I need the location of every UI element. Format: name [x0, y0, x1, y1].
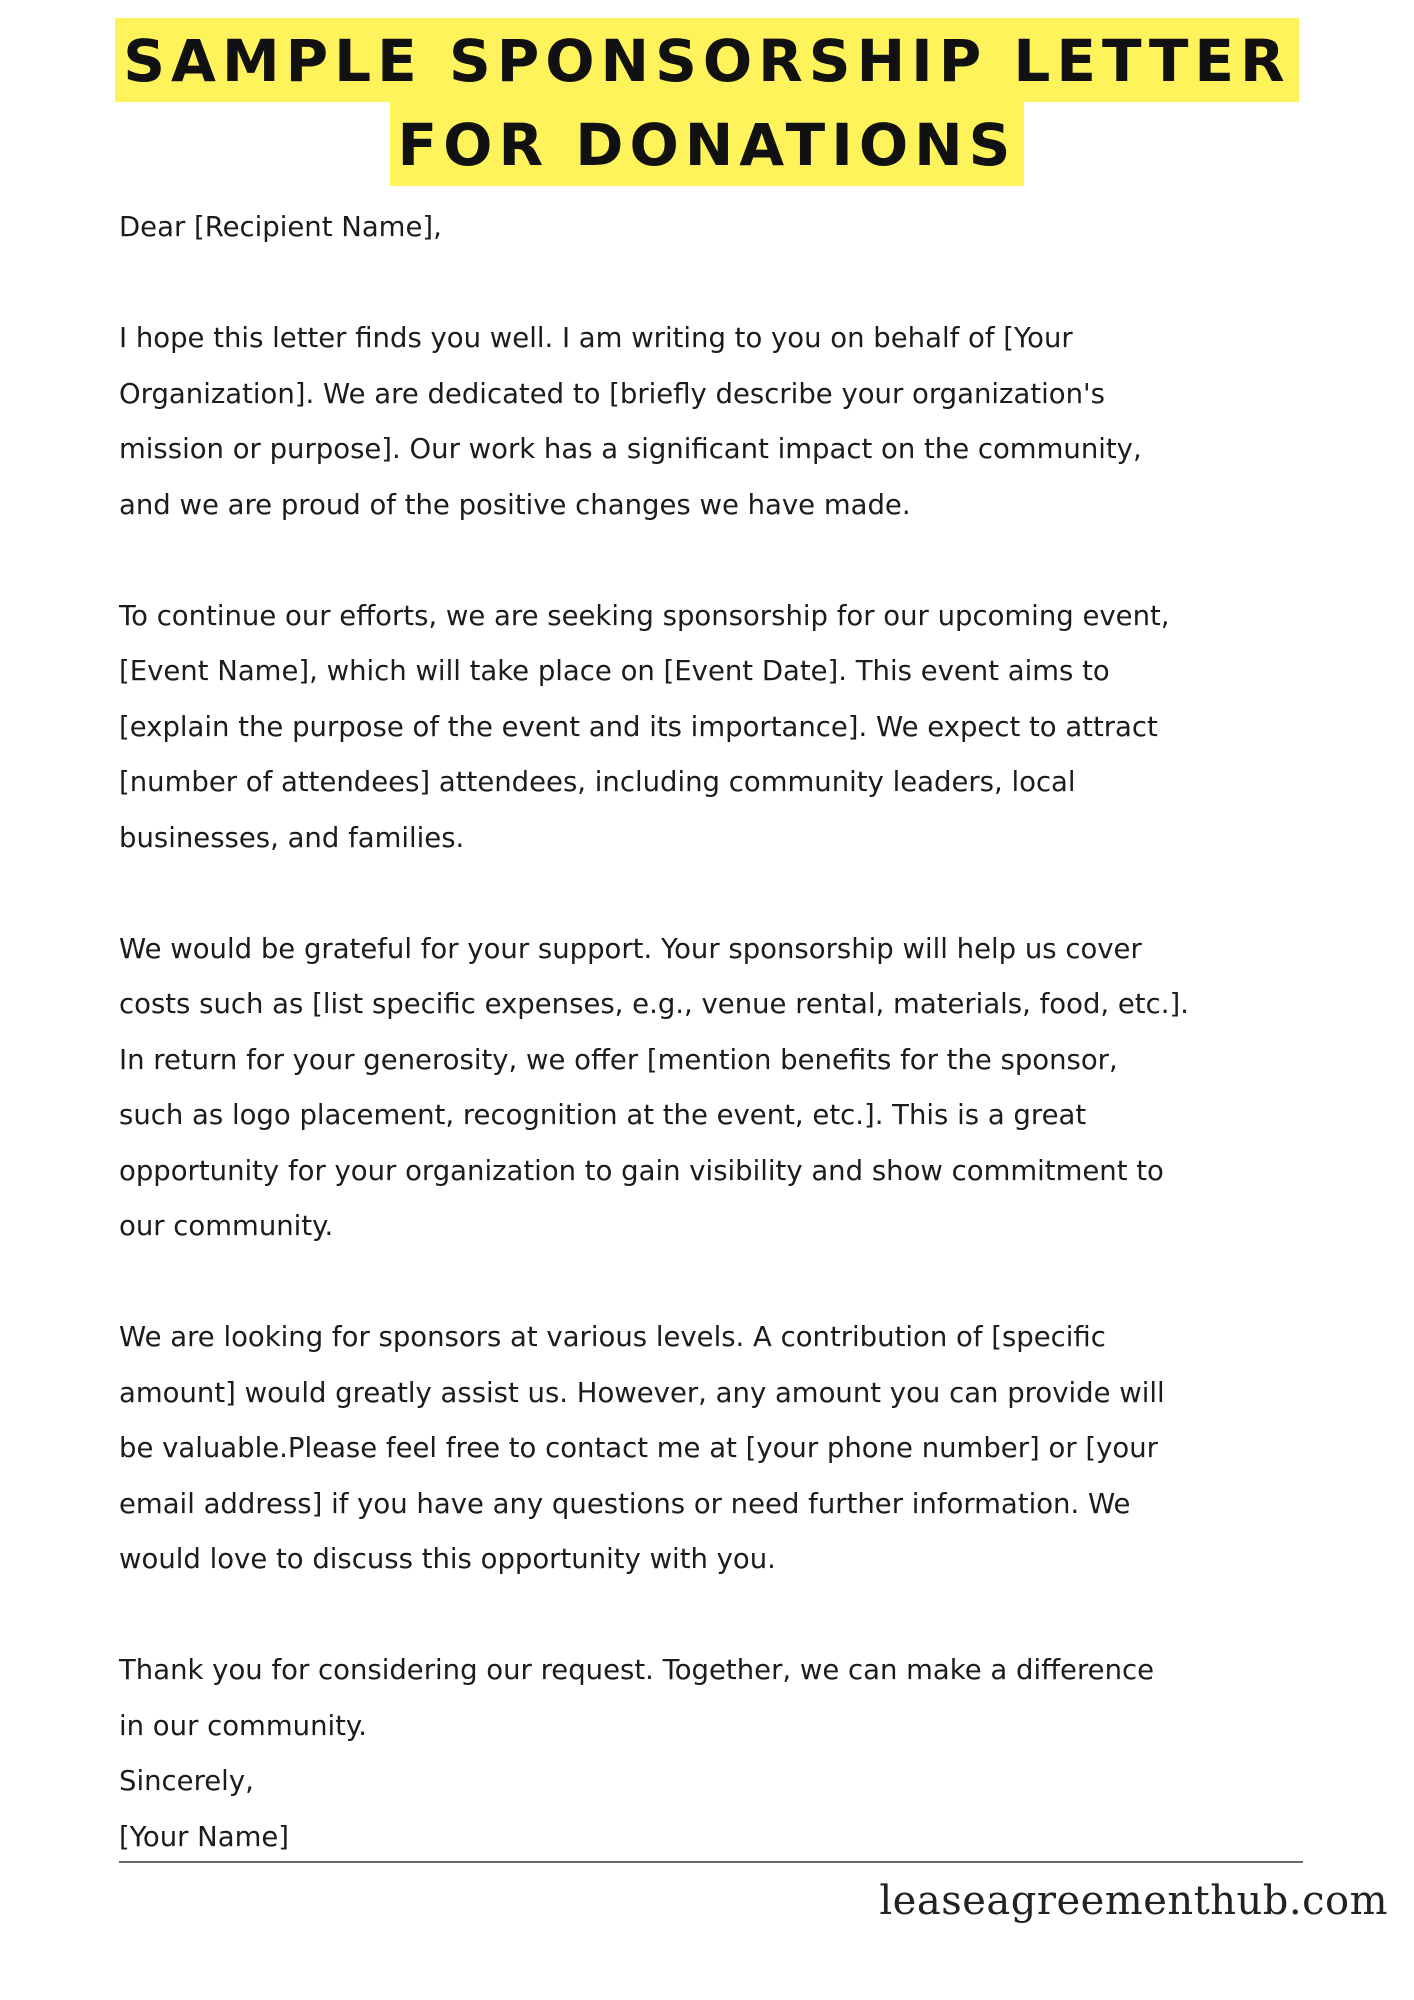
text-line: businesses, and families. [119, 821, 465, 854]
salutation: Dear [Recipient Name], [119, 211, 442, 243]
text-line: To continue our efforts, we are seeking sponsorship for our upcoming event, [119, 599, 1170, 632]
text-line: costs such as [list specific expenses, e.g., venue rental, materials, food, etc.]. [119, 988, 1189, 1020]
text-line: Thank you for considering our request. Together, we can make a difference [119, 1654, 1155, 1686]
text-line: would love to discuss this opportunity with you. [119, 1543, 776, 1575]
paragraph-3 [119, 922, 1319, 1255]
title-line-2: FOR DONATIONS [390, 102, 1025, 186]
text-line: [Event Name], which will take place on [Event Date]. This event aims to [119, 655, 1110, 687]
text-line: be valuable.Please feel free to contact me at [your phone number] or [your [119, 1432, 1158, 1464]
text-line: We would be grateful for your support. Your sponsorship will help us cover [119, 932, 1142, 965]
closing: Sincerely, [119, 1765, 254, 1797]
paragraph-gap [119, 533, 1319, 589]
footer-divider [119, 1861, 1303, 1863]
text-line: I hope this letter finds you well. I am writing to you on behalf of [Your [119, 322, 1073, 354]
letter-body [119, 200, 1319, 1865]
text-line: mission or purpose]. Our work has a significant impact on the community, [119, 433, 1142, 465]
text-line: email address] if you have any questions or need further information. We [119, 1487, 1131, 1520]
text-line: and we are proud of the positive changes we have made. [119, 488, 911, 521]
text-line: opportunity for your organization to gain visibility and show commitment to [119, 1154, 1164, 1187]
footer-brand: leaseagreementhub.com [879, 1878, 1388, 1924]
text-line: [number of attendees] attendees, including community leaders, local [119, 766, 1076, 798]
title-line-1: SAMPLE SPONSORSHIP LETTER [115, 18, 1298, 102]
text-line: We are looking for sponsors at various levels. A contribution of [specific [119, 1321, 1106, 1353]
text-line: amount] would greatly assist us. However, any amount you can provide will [119, 1376, 1165, 1409]
text-line: such as logo placement, recognition at the event, etc.]. This is a great [119, 1099, 1087, 1131]
paragraph-5 [119, 1643, 1319, 1754]
text-line: Organization]. We are dedicated to [briefly describe your organization's [119, 377, 1105, 410]
paragraph-gap [119, 1255, 1319, 1311]
signature: [Your Name] [119, 1820, 290, 1853]
text-line: [explain the purpose of the event and its importance]. We expect to attract [119, 710, 1158, 743]
paragraph-1 [119, 311, 1319, 533]
text-line: in our community. [119, 1709, 368, 1742]
paragraph-gap [119, 256, 1319, 312]
paragraph-gap [119, 866, 1319, 922]
text-line: our community. [119, 1210, 334, 1242]
text-line: In return for your generosity, we offer [mention benefits for the sponsor, [119, 1043, 1118, 1076]
paragraph-2 [119, 589, 1319, 867]
paragraph-4 [119, 1310, 1319, 1588]
paragraph-gap [119, 1588, 1319, 1644]
document-title [0, 18, 1414, 186]
